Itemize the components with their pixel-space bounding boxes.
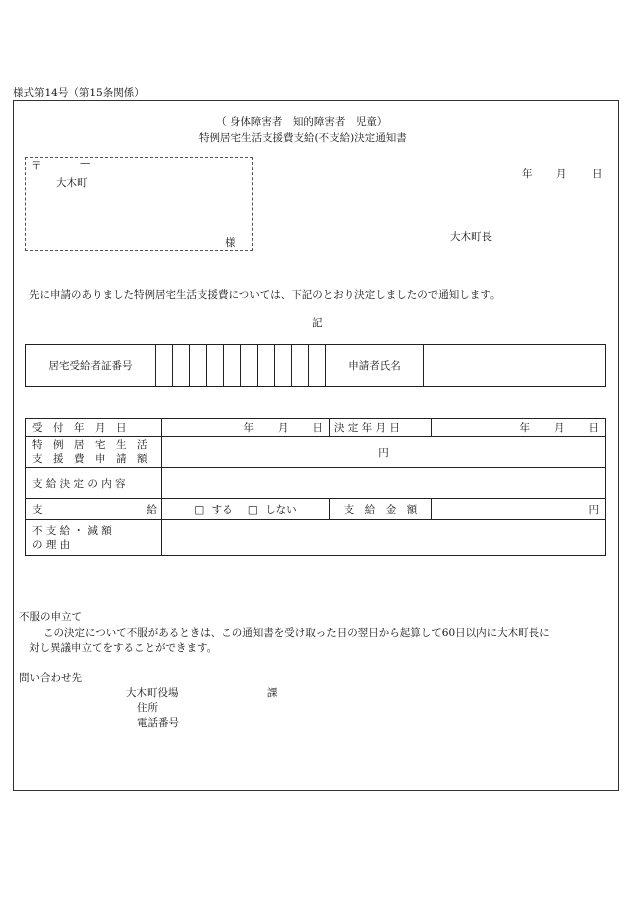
payment-amount-value[interactable] <box>432 499 606 520</box>
payment-label-right: 給 <box>146 503 157 516</box>
contact-heading: 問い合わせ先 <box>19 672 82 684</box>
claim-label-line2: 支 援 費 申 請 額 <box>32 453 148 465</box>
payment-label-left: 支 <box>32 503 43 516</box>
received-year: 年 <box>243 422 254 434</box>
received-month: 月 <box>278 422 289 434</box>
decision-content-value[interactable] <box>162 468 606 499</box>
page-title: 特例居宅生活支援費支給(不支給)決定通知書 <box>199 132 407 144</box>
decision-month: 月 <box>554 422 565 434</box>
cert-digit[interactable] <box>190 345 207 387</box>
cert-digit[interactable] <box>275 345 292 387</box>
decision-date-label: 決 定 年 月 日 <box>330 419 432 437</box>
payment-label <box>26 499 162 520</box>
claim-amount-label <box>26 437 162 468</box>
claim-yen: 円 <box>378 446 389 459</box>
cert-digit[interactable] <box>207 345 224 387</box>
checkbox-no[interactable]: □ <box>247 503 258 516</box>
contact-section: 課 <box>267 687 278 699</box>
cert-digit[interactable] <box>224 345 241 387</box>
payment-yen: 円 <box>588 503 599 516</box>
cert-digit[interactable] <box>173 345 190 387</box>
issue-year: 年 <box>522 168 533 180</box>
cert-digit[interactable] <box>156 345 173 387</box>
option-no-label: しない <box>265 503 297 516</box>
decision-day: 日 <box>588 422 599 434</box>
address-town: 大木町 <box>56 177 88 189</box>
payment-options <box>162 499 330 520</box>
claim-label-line1: 特 例 居 宅 生 活 <box>32 439 148 451</box>
address-box <box>25 157 253 251</box>
claim-amount-value[interactable] <box>162 437 606 468</box>
decision-table <box>25 418 606 556</box>
decision-date-value[interactable] <box>432 419 606 437</box>
reason-label <box>26 520 162 556</box>
address-honorific: 様 <box>225 237 236 249</box>
postal-dash: — <box>80 157 91 169</box>
received-date-label: 受 付 年 月 日 <box>26 419 162 437</box>
decision-content-label: 支 給 決 定 の 内 容 <box>26 468 162 499</box>
option-yes-label: する <box>211 503 233 516</box>
objection-heading: 不服の申立て <box>19 611 82 623</box>
intro-text: 先に申請のありました特例居宅生活支援費については、下記のとおり決定しましたので通知します。 <box>29 289 501 301</box>
ki-label: 記 <box>312 317 323 329</box>
category-line: （ 身体障害者 知的障害者 児童） <box>216 116 388 128</box>
contact-phone-label: 電話番号 <box>137 717 179 729</box>
reason-value[interactable] <box>162 520 606 556</box>
cert-digit[interactable] <box>241 345 258 387</box>
postal-mark: 〒 <box>31 160 42 172</box>
cert-digit[interactable] <box>292 345 309 387</box>
payment-amount-label: 支 給 金 額 <box>330 499 432 520</box>
cert-number-label: 居宅受給者証番号 <box>26 345 156 387</box>
objection-line2: 対し異議申立てをすることができます。 <box>29 642 218 654</box>
reason-label-line1: 不 支 給 ・ 減 額 <box>32 524 112 537</box>
issue-day: 日 <box>592 168 603 180</box>
id-table <box>25 344 606 387</box>
applicant-name-label: 申請者氏名 <box>326 345 424 387</box>
received-day: 日 <box>312 422 323 434</box>
issue-month: 月 <box>556 168 567 180</box>
applicant-name-value[interactable] <box>424 345 606 387</box>
cert-digit[interactable] <box>258 345 275 387</box>
form-id: 様式第14号（第15条関係） <box>13 87 145 99</box>
reason-label-line2: の 理 由 <box>32 538 71 551</box>
decision-year: 年 <box>519 422 530 434</box>
contact-address-label: 住所 <box>137 702 158 714</box>
cert-digit[interactable] <box>309 345 326 387</box>
checkbox-yes[interactable]: □ <box>194 503 205 516</box>
objection-line1: この決定について不服があるときは、この通知書を受け取った日の翌日から起算して60日以内に大木町長に <box>43 627 550 639</box>
issuer: 大木町長 <box>450 231 492 243</box>
contact-office: 大木町役場 <box>126 687 179 699</box>
received-date-value[interactable] <box>162 419 330 437</box>
